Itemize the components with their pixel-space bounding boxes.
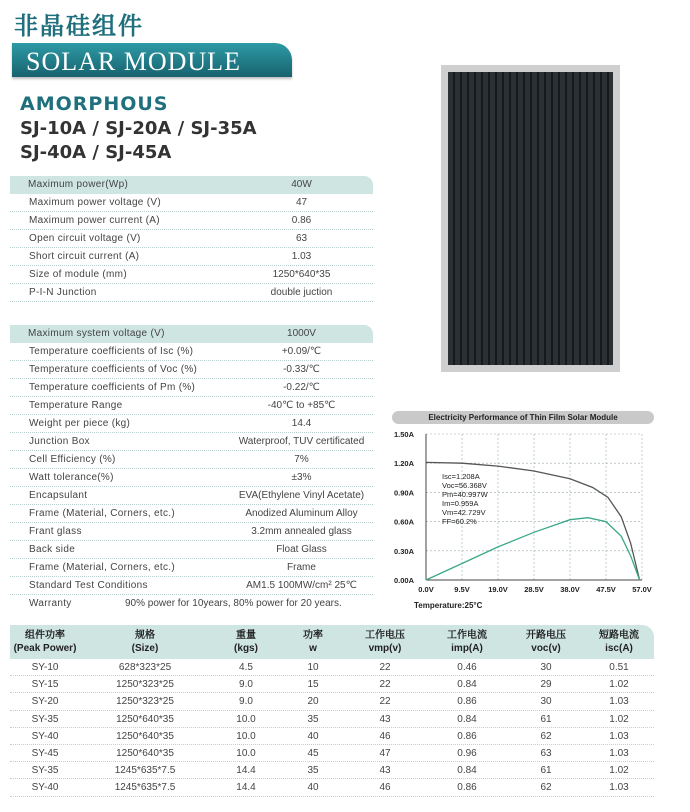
chart-annotation: Vm=42.729V	[442, 508, 486, 517]
spec-label: Open circuit voltage (V)	[29, 233, 141, 244]
product-table	[10, 625, 654, 797]
header-line: (kgs)	[234, 643, 258, 654]
power-curve-line	[426, 518, 640, 580]
spec-row	[10, 248, 373, 266]
chart-annotation: Isc=1.208A	[442, 472, 480, 481]
table-cell: 62	[540, 782, 552, 794]
title-banner	[12, 43, 292, 77]
table-cell: 61	[540, 713, 552, 725]
table-cell: 1.03	[609, 730, 629, 742]
spec-row	[10, 523, 373, 541]
spec-value: +0.09/℃	[281, 346, 322, 357]
table-row	[10, 659, 654, 676]
spec-value: -0.22/℃	[283, 382, 320, 393]
spec-row	[10, 212, 373, 230]
x-tick-label: 9.5V	[454, 585, 470, 594]
solar-panel-cells	[448, 72, 613, 365]
spec-label: Weight per piece (kg)	[29, 418, 131, 429]
table-cell: 4.5	[239, 662, 253, 673]
spec-row	[10, 433, 373, 451]
table-cell: 46	[379, 730, 391, 742]
spec-value: Waterproof, TUV certificated	[238, 436, 365, 447]
table-row	[10, 693, 654, 710]
spec-value: 3.2mm annealed glass	[251, 526, 352, 537]
table-cell: 1.03	[609, 747, 629, 759]
spec-value: Frame	[287, 562, 316, 573]
table-row	[10, 711, 654, 728]
spec-row	[10, 469, 373, 487]
x-tick-label: 0.0V	[418, 585, 434, 594]
spec-value: 1000V	[287, 328, 316, 339]
y-tick-label: 0.60A	[394, 517, 415, 527]
spec-value: 47	[295, 197, 308, 208]
banner-text: SOLAR MODULE	[26, 47, 241, 76]
table-cell: 10.0	[236, 713, 256, 725]
spec-value: 7%	[294, 454, 309, 465]
table-cell: 14.4	[236, 782, 256, 794]
spec-row	[10, 415, 373, 433]
spec-row	[10, 194, 373, 212]
x-tick-label: 38.0V	[560, 585, 580, 594]
spec-value: 0.86	[291, 215, 312, 226]
table-cell: 43	[379, 765, 391, 777]
header-line: vmp(v)	[368, 643, 402, 654]
table-cell: 1250*640*35	[116, 713, 174, 725]
spec-label: Temperature coefficients of Pm (%)	[29, 382, 196, 393]
y-tick-label: 0.30A	[394, 546, 415, 556]
spec-row	[10, 505, 373, 523]
spec-value: -0.33/℃	[283, 364, 320, 375]
spec-value: Float Glass	[276, 544, 327, 555]
x-tick-label: 57.0V	[632, 585, 652, 594]
model-list-line2: SJ-40A / SJ-45A	[20, 142, 172, 163]
spec-row	[10, 325, 373, 343]
table-row	[10, 745, 654, 762]
table-cell: 30	[540, 696, 552, 708]
table-cell: 1.03	[609, 782, 629, 794]
table-cell: SY-35	[31, 713, 59, 725]
table-cell: 62	[540, 730, 552, 742]
spec-row	[10, 379, 373, 397]
header-line: w	[309, 643, 317, 654]
mechanical-spec-table	[10, 325, 373, 613]
table-cell: 10.0	[236, 730, 256, 742]
table-cell: 1250*640*35	[116, 747, 174, 759]
table-cell: 0.96	[457, 747, 477, 759]
table-header-cell	[80, 625, 210, 659]
electrical-spec-table	[10, 176, 373, 302]
chinese-title: 非晶硅组件	[14, 12, 144, 40]
spec-label: Temperature Range	[29, 400, 123, 411]
x-tick-label: 47.5V	[596, 585, 616, 594]
table-cell: 46	[379, 782, 391, 794]
chart-annotation: Im=0.959A	[442, 499, 479, 508]
spec-label: P-I-N Junction	[29, 287, 97, 298]
x-tick-label: 19.0V	[488, 585, 508, 594]
spec-label: Cell Efficiency (%)	[29, 454, 116, 465]
table-cell: 22	[379, 679, 391, 691]
table-cell: 0.86	[457, 782, 477, 794]
table-cell: 63	[540, 747, 552, 759]
model-list-line1: SJ-10A / SJ-20A / SJ-35A	[20, 118, 257, 139]
table-cell: SY-10	[31, 662, 59, 673]
table-cell: 22	[379, 662, 391, 673]
spec-value: 1250*640*35	[272, 269, 331, 280]
spec-row	[10, 487, 373, 505]
table-header-cell	[210, 625, 282, 659]
spec-value: double juction	[270, 287, 333, 298]
y-tick-label: 1.50A	[394, 430, 415, 439]
table-cell: 1245*635*7.5	[114, 765, 176, 777]
header-line: 规格	[135, 630, 155, 641]
table-cell: SY-45	[31, 747, 59, 759]
table-cell: 22	[379, 696, 391, 708]
header-line: isc(A)	[605, 643, 633, 654]
spec-label: Maximum system voltage (V)	[28, 328, 165, 339]
spec-row	[10, 284, 373, 302]
spec-row	[10, 176, 373, 194]
spec-label: Standard Test Conditions	[29, 580, 148, 591]
table-cell: 1250*323*25	[116, 696, 174, 708]
table-cell: 35	[307, 765, 319, 777]
spec-value: 63	[295, 233, 308, 244]
spec-row-warranty	[10, 595, 373, 613]
header-line: 重量	[236, 630, 256, 641]
chart-svg	[392, 409, 654, 614]
spec-label: Junction Box	[29, 436, 90, 447]
spec-row	[10, 397, 373, 415]
table-cell: 0.86	[457, 730, 477, 742]
table-cell: 1250*640*35	[116, 730, 174, 742]
table-cell: 0.84	[457, 765, 477, 777]
spec-value: 1.03	[291, 251, 312, 262]
table-cell: 61	[540, 765, 552, 777]
table-cell: 0.51	[609, 662, 629, 673]
table-cell: 628*323*25	[118, 662, 172, 673]
table-cell: 14.4	[236, 765, 256, 777]
table-cell: SY-20	[31, 696, 59, 708]
spec-label: Frame (Material, Corners, etc.)	[29, 508, 175, 519]
table-cell: 1.03	[609, 696, 629, 708]
spec-label: Temperature coefficients of Isc (%)	[29, 346, 194, 357]
table-cell: SY-35	[31, 765, 59, 777]
spec-value: Anodized Aluminum Alloy	[245, 508, 358, 519]
spec-row	[10, 361, 373, 379]
spec-row	[10, 541, 373, 559]
spec-label: Size of module (mm)	[29, 269, 127, 280]
table-cell: 9.0	[239, 696, 253, 708]
y-tick-label: 0.90A	[394, 488, 415, 498]
header-line: 功率	[303, 630, 323, 641]
chart-annotation: FF=60.2%	[442, 517, 477, 526]
spec-label: Maximum power current (A)	[29, 215, 160, 226]
solar-panel-image	[441, 65, 620, 372]
chart-annotation: Voc=56.368V	[442, 481, 487, 490]
spec-label: Warranty	[29, 598, 72, 609]
table-cell: SY-40	[31, 782, 59, 794]
spec-label: Temperature coefficients of Voc (%)	[29, 364, 198, 375]
table-header-row	[10, 625, 654, 659]
header-line: imp(A)	[451, 643, 483, 654]
spec-value: AM1.5 100MW/cm² 25℃	[246, 580, 357, 591]
header-line: voc(v)	[531, 643, 561, 654]
spec-label: Maximum power(Wp)	[28, 179, 129, 190]
table-header-cell	[426, 625, 508, 659]
table-cell: 20	[307, 696, 319, 708]
spec-label: Back side	[29, 544, 76, 555]
chart-title: Electricity Performance of Thin Film Solar Module	[428, 413, 618, 422]
table-cell: 40	[307, 730, 319, 742]
header-line: (Peak Power)	[13, 643, 77, 654]
table-cell: 1.02	[609, 679, 629, 691]
x-tick-label: 28.5V	[524, 585, 544, 594]
table-row	[10, 676, 654, 693]
spec-label: Frame (Material, Corners, etc.)	[29, 562, 175, 573]
spec-value: EVA(Ethylene Vinyl Acetate)	[238, 490, 365, 501]
header-line: 开路电压	[526, 630, 566, 641]
table-cell: 40	[307, 782, 319, 794]
table-cell: 1245*635*7.5	[114, 782, 176, 794]
table-cell: 0.84	[457, 679, 477, 691]
spec-label: Watt tolerance(%)	[29, 472, 114, 483]
spec-row	[10, 559, 373, 577]
table-cell: 9.0	[239, 679, 253, 691]
spec-label: Frant glass	[29, 526, 82, 537]
spec-label: Encapsulant	[29, 490, 88, 501]
spec-value: 14.4	[291, 418, 312, 429]
spec-value: 40W	[291, 179, 312, 190]
spec-value: 90% power for 10years, 80% power for 20 years.	[125, 598, 342, 609]
header-line: 组件功率	[25, 630, 65, 641]
header-line: (Size)	[131, 643, 159, 654]
spec-row	[10, 266, 373, 284]
header-line: 工作电流	[447, 630, 487, 641]
header-line: 短路电流	[599, 630, 639, 641]
table-cell: 1250*323*25	[116, 679, 174, 691]
table-header-cell	[10, 625, 80, 659]
table-cell: 35	[307, 713, 319, 725]
spec-value: ±3%	[291, 472, 312, 483]
y-tick-label: 0.00A	[394, 576, 415, 585]
table-cell: 0.86	[457, 696, 477, 708]
table-cell: SY-15	[31, 679, 59, 691]
spec-row	[10, 577, 373, 595]
table-cell: 29	[540, 679, 552, 691]
spec-label: Maximum power voltage (V)	[29, 197, 161, 208]
table-row	[10, 728, 654, 745]
spec-row	[10, 451, 373, 469]
y-tick-label: 1.20A	[394, 459, 415, 469]
table-cell: SY-40	[31, 730, 59, 742]
table-cell: 45	[307, 747, 319, 759]
table-cell: 0.46	[457, 662, 477, 673]
spec-value: -40℃ to +85℃	[267, 400, 336, 411]
subtitle-amorphous: AMORPHOUS	[20, 93, 169, 115]
table-cell: 15	[307, 679, 319, 691]
table-cell: 30	[540, 662, 552, 673]
chart-annotation: Pm=40.997W	[442, 490, 488, 499]
table-cell: 0.84	[457, 713, 477, 725]
table-row	[10, 779, 654, 796]
table-cell: 1.02	[609, 765, 629, 777]
chart-x-label: Temperature:25°C	[414, 601, 483, 610]
table-cell: 47	[379, 747, 391, 759]
table-cell: 10.0	[236, 747, 256, 759]
spec-row	[10, 230, 373, 248]
spec-label: Short circuit current (A)	[29, 251, 140, 262]
header-line: 工作电压	[365, 630, 405, 641]
performance-chart	[392, 409, 654, 614]
table-header-cell	[584, 625, 654, 659]
spec-row	[10, 343, 373, 361]
table-header-cell	[282, 625, 344, 659]
table-cell: 1.02	[609, 713, 629, 725]
table-cell: 43	[379, 713, 391, 725]
table-cell: 10	[307, 662, 319, 673]
table-header-cell	[344, 625, 426, 659]
table-header-cell	[508, 625, 584, 659]
table-row	[10, 762, 654, 779]
